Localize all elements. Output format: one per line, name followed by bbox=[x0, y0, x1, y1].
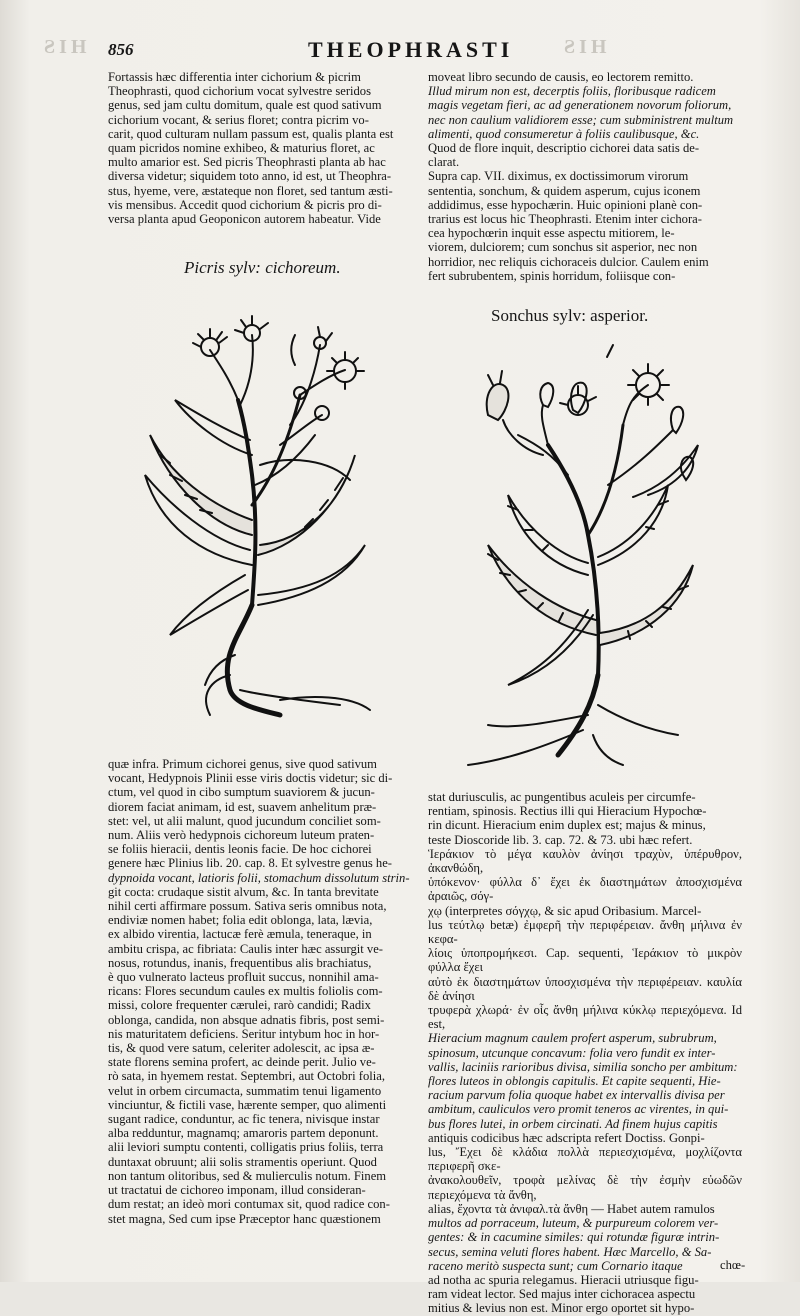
text-line: genere hæc Plinius lib. 20. cap. 8. Et sylvestre genus he- bbox=[108, 856, 392, 871]
right-column-bottom bbox=[428, 790, 742, 1316]
text-line: gentes: & in cacumine similes: qui rotundæ figuræ intrin- bbox=[428, 1230, 720, 1245]
text-line: stet magna, Sed cum ipse Præceptor hanc quæstionem bbox=[108, 1211, 381, 1226]
text-line: fert subrubentem, spinis horridum, foliisque con- bbox=[428, 268, 676, 283]
text-line: Supra cap. VII. diximus, ex doctissimorum virorum bbox=[428, 169, 689, 184]
text-line: Theophrasti, quod cichorium vocat sylvestre seridos bbox=[108, 84, 372, 99]
text-line: duntaxat obruunt; alii solis stramentis operiunt. Quod bbox=[108, 1154, 377, 1169]
text-line: ram videat lector. Sed majus inter cichoracea aspectu bbox=[428, 1287, 696, 1302]
text-line: clarat. bbox=[428, 155, 460, 170]
text-line: teste Dioscoride lib. 3. cap. 72. & 73. ubi hæc refert. bbox=[428, 832, 693, 847]
text-line: lus, Ἔχει δὲ κλάδια πολλὰ περιεσχισμένα, μοχλίζοντα περιφερῆ σκε- bbox=[428, 1145, 742, 1174]
text-line: stus, hyeme, vere, æstateque non floret, sed tantum æsti- bbox=[108, 183, 393, 198]
text-line: diorem faciat animam, id est, suavem anhelitum præ- bbox=[108, 799, 377, 814]
text-line: endiviæ nomen habet; folia edit oblonga, lata, lævia, bbox=[108, 913, 373, 928]
text-line: nosus, rotundus, inanis, frequentibus alis brachiatus, bbox=[108, 955, 372, 970]
text-line: raceno meritò suspecta sunt; cum Cornario itaque bbox=[428, 1258, 683, 1273]
text-line: nis maturitatem deficiens. Seritur intybum hoc in hor- bbox=[108, 1026, 380, 1041]
text-line: multo amarior est. Sed picris Theophrasti planta ab hac bbox=[108, 155, 386, 170]
figure-caption-left: Picris sylv: cichoreum. bbox=[184, 258, 341, 277]
text-line: bus flores lutei, in orbem circinati. Ad finem hujus capitis bbox=[428, 1116, 718, 1131]
bleed-through-left: HIS bbox=[40, 36, 87, 58]
text-line: se foliis hieracii, dentis leonis facie. De hoc cichorei bbox=[108, 842, 372, 857]
left-column-bottom bbox=[108, 757, 414, 1226]
text-line: racium parvum folia quoque habet ex intervallis divisa per bbox=[428, 1088, 725, 1103]
text-line: carit, quod culturam nullam passum est, qualis planta est bbox=[108, 126, 394, 141]
right-column-top bbox=[428, 70, 742, 283]
text-line: quam picridos nomine exhibeo, & maturius floret, ac bbox=[108, 141, 375, 156]
text-line: Ἱεράκιον τὸ μέγα καυλὸν ἀνίησι τραχὺν, ὑπέρυθρον, ἀκανθώδη, bbox=[428, 846, 742, 876]
text-line: Illud mirum non est, decerptis foliis, floribusque radicem bbox=[428, 84, 716, 99]
text-line: sententia, sonchum, & quidem asperum, cujus iconem bbox=[428, 183, 701, 198]
running-title: THEOPHRASTI bbox=[308, 37, 514, 62]
text-line: vinciuntur, & fictili vase, hærente semper, quo alimenti bbox=[108, 1097, 387, 1112]
text-line: git cocta: crudaque sistit alvum, &c. In tanta brevitate bbox=[108, 884, 379, 899]
text-line: trarius est locus hic Theophrasti. Etenim inter cichora- bbox=[428, 212, 702, 227]
text-line: rin dicunt. Hieracium enim duplex est; majus & minus, bbox=[428, 818, 706, 833]
sonchus-woodcut bbox=[448, 335, 708, 775]
text-line: ὑπόκενον· φύλλα δ᾽ ἔχει ἐκ διαστημάτων ἀποσχισμένα ἀραιῶς, σόγ- bbox=[428, 875, 742, 904]
text-line: ctum, vel quod in cibo sumptum suaviorem & jucun- bbox=[108, 785, 375, 800]
text-line: nec non caulium validiorem esse; cum subministrent multum bbox=[428, 112, 734, 127]
text-line: alii leviori sumptu contenti, colligatis prius foliis, terra bbox=[108, 1140, 384, 1155]
text-line: secus, semina veluti flores habent. Hæc Marcello, & Sa- bbox=[428, 1244, 712, 1259]
text-line: λίοις ὑποπρομήκεσι. Cap. sequenti, Ἱεράκιον τὸ μικρὸν φύλλα ἔχει bbox=[428, 946, 742, 975]
text-line: mitius & levius non est. Minor ergo oportet sit hypo- bbox=[428, 1301, 695, 1316]
text-line: state florens semina profert, ac deinde perit. Julio ve- bbox=[108, 1055, 376, 1070]
text-line: alba redduntur, magnamq; amaroris partem deponunt. bbox=[108, 1126, 379, 1141]
text-line: ex albido virentia, lactucæ ferè æmula, teneraque, in bbox=[108, 927, 372, 942]
text-line: spinosum, utcunque concavum: folia vero fundit ex inter- bbox=[428, 1045, 716, 1060]
text-line: cichorium vocant, & serius floret; contra picrim vo- bbox=[108, 112, 369, 127]
text-line: dum restat; an ideò mori contumax sit, quod radice con- bbox=[108, 1197, 390, 1212]
text-line: χῳ (interpretes σόγχῳ, & sic apud Oribasium. Marcel- bbox=[428, 903, 702, 918]
text-line: ricans: Flores secundum caules ex multis foliolis com- bbox=[108, 984, 383, 999]
text-line: alias, ἔχοντα τὰ ἀνιφαλ.τὰ ἄνθη — Habet autem ramulos bbox=[428, 1201, 715, 1216]
text-line: tis, & quod vere satum, celeriter adolescit, ac ipsa æ- bbox=[108, 1041, 375, 1056]
text-line: vis mensibus. Accedit quod cichorium & picris pro di- bbox=[108, 197, 382, 212]
text-line: è quo vulnerato lacteus profluit succus, nonnihil ama- bbox=[108, 970, 379, 985]
catchword: chœ- bbox=[720, 1258, 746, 1272]
text-line: quæ infra. Primum cichorei genus, sive quod sativum bbox=[108, 757, 377, 771]
left-column-top bbox=[108, 70, 414, 226]
text-line: ἀνακολουθεῖν, τροφὰ μελίνας δὲ τὴν ἐσμὴν εὐωδῶν περιεχόμενα τὰ ἄνθη, bbox=[428, 1173, 742, 1202]
text-line: genus, sed jam cultu domitum, quale est quod sativum bbox=[108, 98, 382, 113]
running-header bbox=[108, 37, 748, 68]
text-line: viorem, dulciorem; cum sonchus sit asperior, nec non bbox=[428, 240, 698, 255]
text-line: addidimus, esse hypochærin. Huic opinioni planè con- bbox=[428, 197, 703, 212]
text-line: versa planta apud Geoponicon autorem habeatur. Vide bbox=[108, 212, 381, 227]
text-line: Quod de flore inquit, descriptio cichorei data satis de- bbox=[428, 141, 700, 156]
bleed-through-right: HIS bbox=[560, 36, 607, 58]
cichoreum-woodcut bbox=[140, 305, 400, 725]
text-line: non tantum olitoribus, sed & mulierculis notum. Finem bbox=[108, 1168, 387, 1183]
text-line: ut tractatui de cichoreo imponam, illud consideran- bbox=[108, 1183, 366, 1198]
text-line: vallis, laciniis rarioribus divisa, similia soncho per ambitum: bbox=[428, 1059, 738, 1074]
text-line: vocant, Hedypnois Plinii esse viris doctis videtur; sic di- bbox=[108, 771, 393, 786]
text-line: ad notha ac spuria relegamus. Hieracii utriusque figu- bbox=[428, 1272, 699, 1287]
text-line: moveat libro secundo de causis, eo lectorem remitto. bbox=[428, 70, 694, 84]
text-line: stat duriusculis, ac pungentibus aculeis per circumfe- bbox=[428, 790, 696, 804]
text-line: sugant radice, conduntur, ac fic tenera, nivisque instar bbox=[108, 1112, 380, 1127]
text-line: rentiam, spinosis. Rectius illi qui Hieracium Hypochœ- bbox=[428, 804, 707, 819]
text-line: missi, colore frequenter cærulei, rarò candidi; Radix bbox=[108, 998, 371, 1013]
text-line: num. Aliis verò hedypnois cichoreum luteum praten- bbox=[108, 828, 375, 843]
text-line: magis vegetam fieri, ac ad generationem novorum foliorum, bbox=[428, 98, 732, 113]
text-line: alimenti, quod consumeretur à foliis caulibusque, &c. bbox=[428, 126, 700, 141]
text-line: ambitum, cauliculos vero promit teneros ac virentes, in qui- bbox=[428, 1102, 729, 1117]
text-line: rò sata, in hyemem restat. Septembri, aut Octobri folia, bbox=[108, 1069, 385, 1084]
text-line: antiquis codicibus hæc adscripta refert Doctiss. Gonpi- bbox=[428, 1130, 705, 1145]
text-line: stet: vel, ut alii malunt, quod jucundum conciliet som- bbox=[108, 813, 381, 828]
text-line: horridior, nec reliquis cichoraceis dulcior. Caulem enim bbox=[428, 254, 709, 269]
text-line: lus τεύτλῳ betæ) ἐμφερῆ τὴν περιφέρειαν. ἄνθη μήλινα ἐν κεφα- bbox=[428, 917, 742, 947]
text-line: αὐτὸ ἐκ διαστημάτων ὑποσχισμένα τὴν περιφέρειαν. καυλία δὲ ἀνίησι bbox=[428, 974, 742, 1003]
page-number: 856 bbox=[108, 40, 134, 59]
text-line: diversa videtur; siquidem toto anno, id est, ut Theophra- bbox=[108, 169, 392, 184]
text-line: flores luteos in oblongis capitulis. Et capite sequenti, Hie- bbox=[428, 1074, 721, 1089]
text-line: oblonga, candida, non absque adnatis fibris, post semi- bbox=[108, 1012, 385, 1027]
text-line: velut in orbem circumacta, summatim tenui ligamento bbox=[108, 1083, 382, 1098]
figure-caption-right: Sonchus sylv: asperior. bbox=[491, 306, 649, 325]
text-line: dypnoida vocant, latioris folii, stomachum dissolutum strin- bbox=[108, 870, 410, 885]
text-line: Fortassis hæc differentia inter cichorium & picrim bbox=[108, 70, 361, 84]
text-line: multos ad porraceum, luteum, & purpureum colorem ver- bbox=[428, 1216, 719, 1231]
text-line: Hieracium magnum caulem profert asperum, subrubrum, bbox=[428, 1031, 717, 1046]
text-line: nihil certi affirmare possum. Sativa seris omnibus nota, bbox=[108, 899, 387, 914]
text-line: ambitu crispa, ac fibriata: Caulis inter hæc assurgit ve- bbox=[108, 941, 384, 956]
text-line: cea hypochœrin inquit esse aspectu mitiorem, le- bbox=[428, 226, 675, 241]
text-line: τρυφερὰ χλωρά· ἐν οἷς ἄνθη μήλινα κύκλῳ περιεχόμενα. Id est, bbox=[428, 1003, 742, 1032]
